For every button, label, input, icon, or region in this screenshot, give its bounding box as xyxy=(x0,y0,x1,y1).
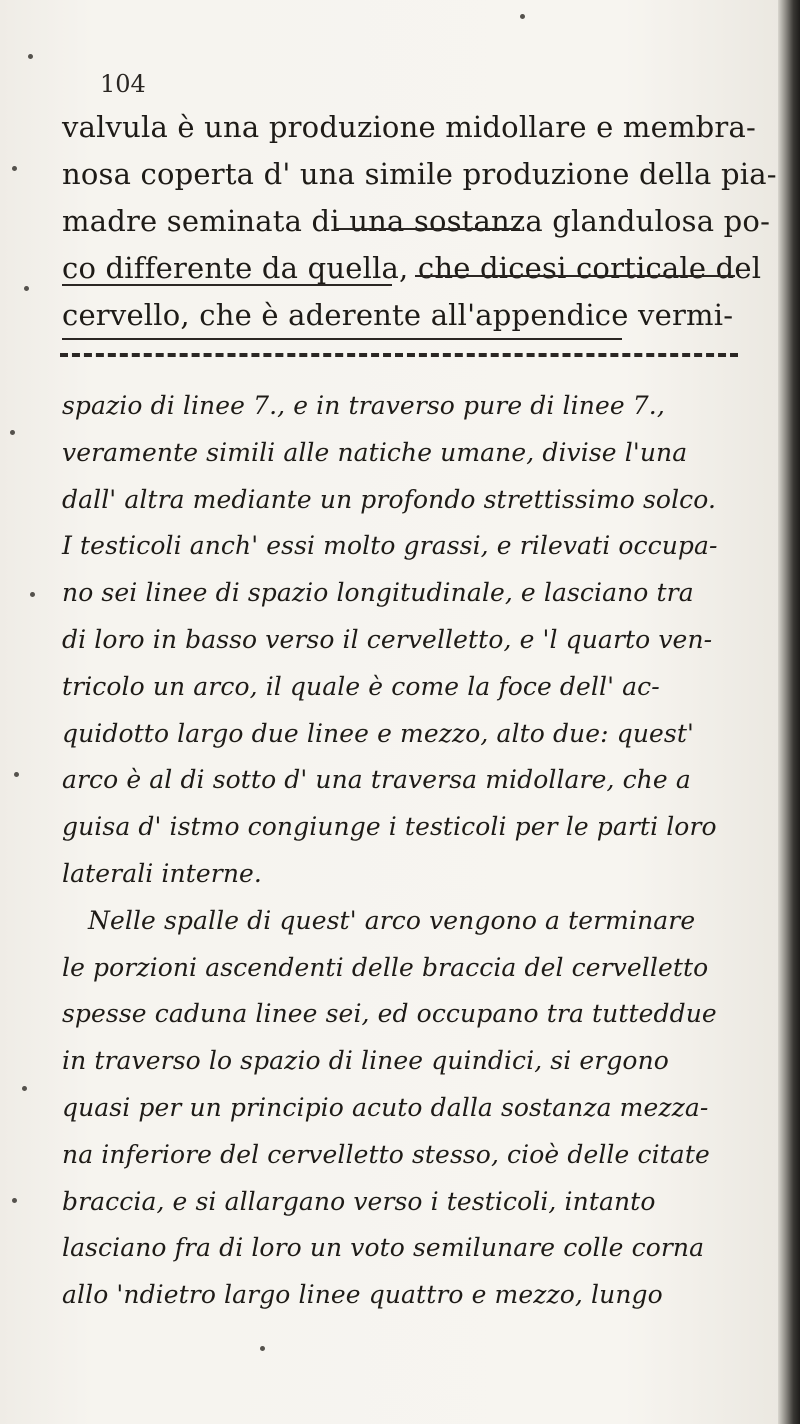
text-line: quidotto largo due linee e mezzo, alto due: quest' xyxy=(62,718,694,748)
paper-speck xyxy=(10,430,15,435)
paper-speck xyxy=(30,592,35,597)
text-line: lasciano fra di loro un voto semilunare colle corna xyxy=(62,1233,705,1263)
paper-speck xyxy=(28,54,33,59)
paper-speck xyxy=(22,1086,27,1091)
paper-speck xyxy=(520,14,525,19)
text-line: tricolo un arco, il quale è come la foce dell' ac- xyxy=(62,671,660,701)
page-number: 104 xyxy=(100,70,146,98)
text-line: cervello, che è aderente all'appendice vermi- xyxy=(62,298,734,332)
text-line: allo 'ndietro largo linee quattro e mezzo, lungo xyxy=(62,1280,663,1310)
underline-mark xyxy=(415,275,735,277)
text-line: veramente simili alle natiche umane, divise l'una xyxy=(62,437,688,467)
text-line: Nelle spalle di quest' arco vengono a terminare xyxy=(88,905,696,935)
paper-speck xyxy=(260,1346,265,1351)
text-line: le porzioni ascendenti delle braccia del cervelletto xyxy=(62,952,709,982)
lower-text-block xyxy=(62,383,742,1319)
text-line: spazio di linee 7., e in traverso pure di linee 7., xyxy=(62,391,665,420)
text-line: madre seminata di una sostanza glandulosa po- xyxy=(62,204,771,238)
text-line: co differente da quella, che dicesi corticale del xyxy=(62,251,762,285)
paper-speck xyxy=(12,1198,17,1203)
text-line: valvula è una produzione midollare e membra- xyxy=(62,110,756,144)
text-line: no sei linee di spazio longitudinale, e lasciano tra xyxy=(62,578,694,608)
text-line: laterali interne. xyxy=(62,858,262,888)
underline-mark xyxy=(62,284,392,286)
text-line: guisa d' istmo congiunge i testicoli per le parti loro xyxy=(62,812,717,842)
paper-speck xyxy=(12,166,17,171)
underline-mark xyxy=(335,228,520,230)
text-line: spesse caduna linee sei, ed occupano tra tutteddue xyxy=(62,999,717,1029)
text-line: arco è al di sotto d' una traversa midollare, che a xyxy=(62,765,691,795)
text-line: in traverso lo spazio di linee quindici, si ergono xyxy=(62,1046,669,1076)
text-line: di loro in basso verso il cervelletto, e 'l quarto ven- xyxy=(62,624,713,654)
upper-text-block xyxy=(62,104,777,339)
section-divider xyxy=(60,353,738,357)
text-line: quasi per un principio acuto dalla sostanza mezza- xyxy=(62,1092,709,1122)
text-line: I testicoli anch' essi molto grassi, e rilevati occupa- xyxy=(62,531,718,561)
text-line: braccia, e si allargano verso i testicoli, intanto xyxy=(62,1186,656,1216)
book-spine-shadow xyxy=(778,0,800,1424)
text-line: dall' altra mediante un profondo strettissimo solco. xyxy=(62,484,717,514)
text-line: na inferiore del cervelletto stesso, cioè delle citate xyxy=(62,1139,710,1169)
text-line: nosa coperta d' una simile produzione della pia- xyxy=(62,157,777,191)
paper-speck xyxy=(24,286,29,291)
underline-mark xyxy=(62,338,622,340)
paper-speck xyxy=(14,772,19,777)
